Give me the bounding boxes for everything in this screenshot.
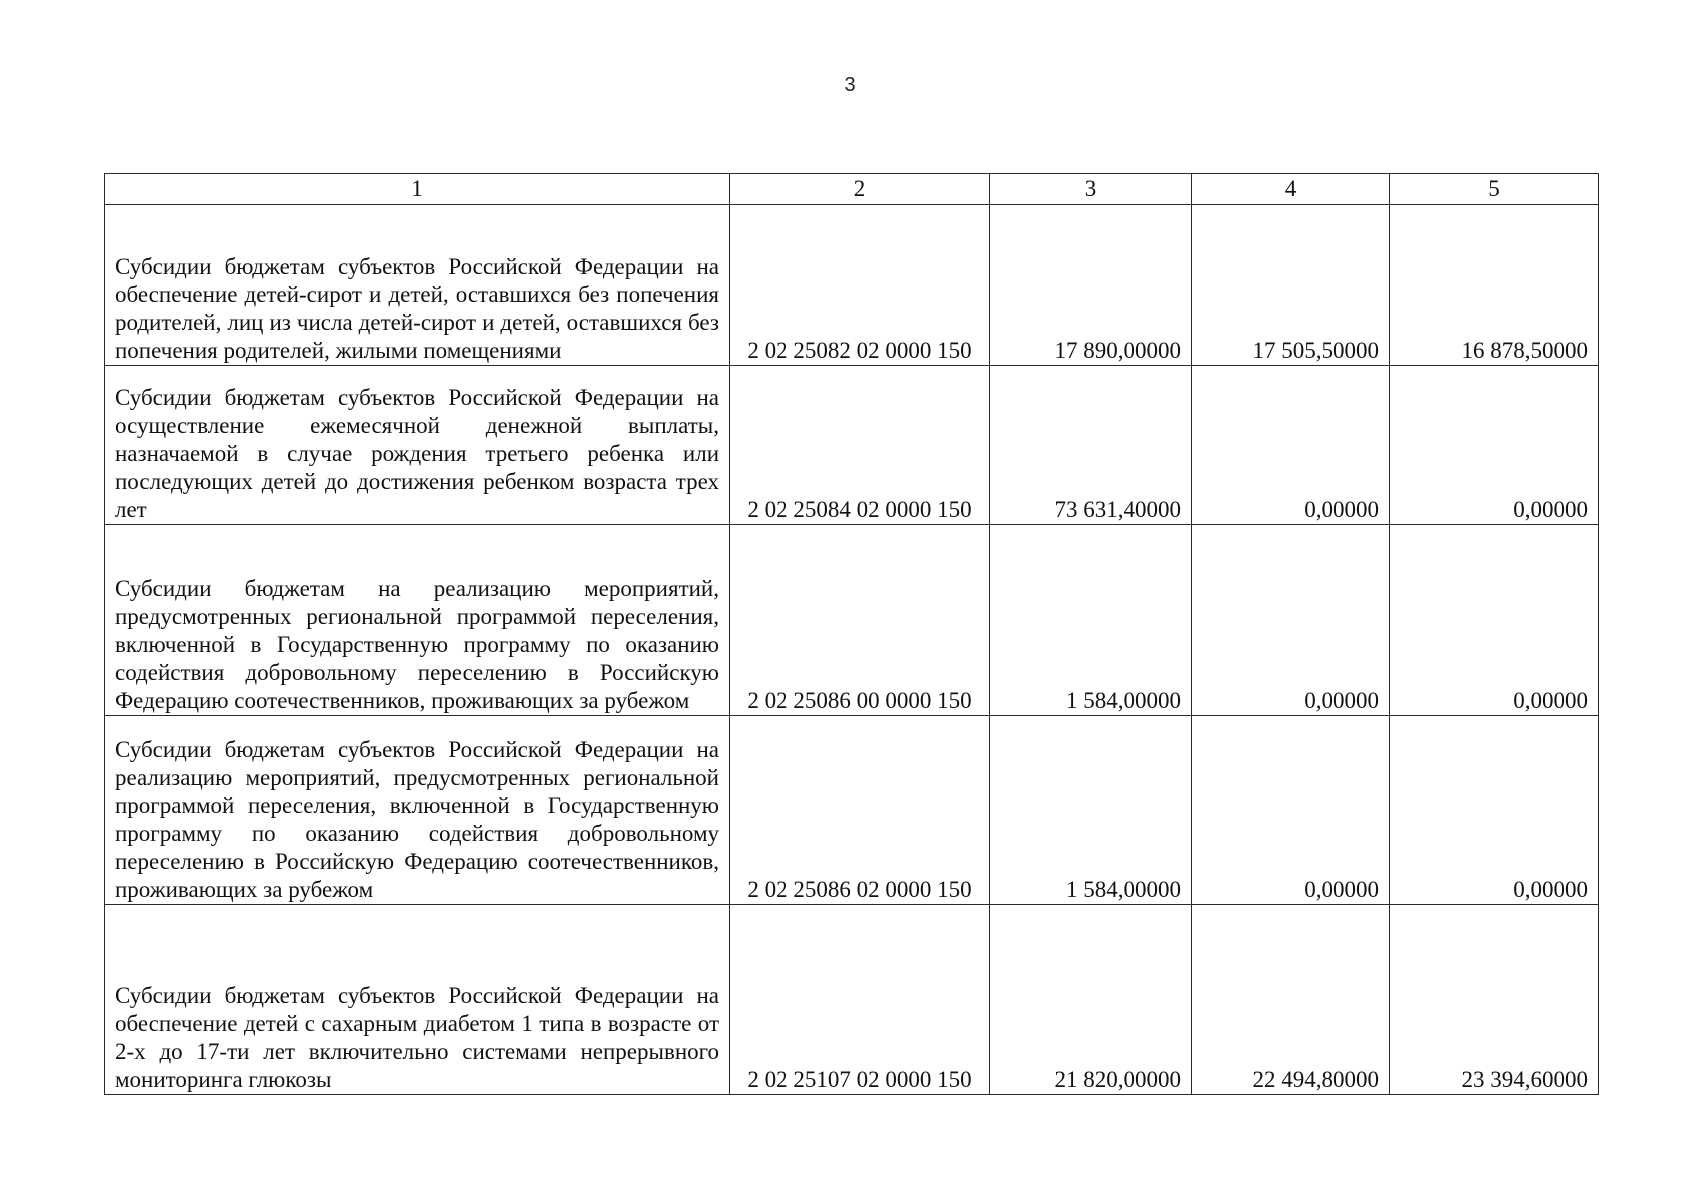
header-col-2: 2: [730, 174, 990, 205]
table-row: [105, 716, 1599, 905]
row-value-col5: 0,00000: [1390, 716, 1599, 905]
row-budget-code: 2 02 25086 00 0000 150: [730, 525, 990, 716]
row-description: Субсидии бюджетам субъектов Российской Федерации на обеспечение детей-сирот и детей, оставшихся без попечения родителей, лиц из числа детей-сирот и детей, оставшихся без попечения родителей, жилыми помещениями: [105, 205, 730, 366]
row-value-col3: 1 584,00000: [990, 525, 1192, 716]
row-budget-code: 2 02 25107 02 0000 150: [730, 905, 990, 1095]
row-value-col4: 0,00000: [1192, 716, 1390, 905]
row-value-col5: 0,00000: [1390, 525, 1599, 716]
table-row: [105, 525, 1599, 716]
row-value-col5: 0,00000: [1390, 366, 1599, 525]
row-description: Субсидии бюджетам субъектов Российской Федерации на обеспечение детей с сахарным диабетом 1 типа в возрасте от 2-х до 17-ти лет включительно системами непрерывного мониторинга глюкозы: [105, 905, 730, 1095]
table-row: [105, 205, 1599, 366]
row-value-col4: 0,00000: [1192, 366, 1390, 525]
row-description: Субсидии бюджетам субъектов Российской Федерации на осуществление ежемесячной денежной выплаты, назначаемой в случае рождения третьего ребенка или последующих детей до достижения ребенком возраста трех лет: [105, 366, 730, 525]
page-number: 3: [844, 74, 856, 96]
header-col-3: 3: [990, 174, 1192, 205]
table-row: [105, 366, 1599, 525]
row-budget-code: 2 02 25082 02 0000 150: [730, 205, 990, 366]
table-body: [105, 205, 1599, 1095]
row-description: Субсидии бюджетам на реализацию мероприятий, предусмотренных региональной программой переселения, включенной в Государственную программу по оказанию содействия добровольному переселению в Российскую Федерацию соотечественников, проживающих за рубежом: [105, 525, 730, 716]
row-value-col5: 23 394,60000: [1390, 905, 1599, 1095]
row-value-col4: 17 505,50000: [1192, 205, 1390, 366]
row-value-col3: 73 631,40000: [990, 366, 1192, 525]
header-col-1: 1: [105, 174, 730, 205]
budget-table: [104, 173, 1599, 1095]
row-value-col4: 0,00000: [1192, 525, 1390, 716]
row-value-col3: 1 584,00000: [990, 716, 1192, 905]
header-col-4: 4: [1192, 174, 1390, 205]
row-value-col5: 16 878,50000: [1390, 205, 1599, 366]
row-value-col4: 22 494,80000: [1192, 905, 1390, 1095]
header-row: [105, 174, 1599, 205]
table-row: [105, 905, 1599, 1095]
row-value-col3: 17 890,00000: [990, 205, 1192, 366]
row-value-col3: 21 820,00000: [990, 905, 1192, 1095]
table-header: [105, 174, 1599, 205]
row-description: Субсидии бюджетам субъектов Российской Федерации на реализацию мероприятий, предусмотренных региональной программой переселения, включенной в Государственную программу по оказанию содействия добровольному переселению в Российскую Федерацию соотечественников, проживающих за рубежом: [105, 716, 730, 905]
header-col-5: 5: [1390, 174, 1599, 205]
row-budget-code: 2 02 25084 02 0000 150: [730, 366, 990, 525]
row-budget-code: 2 02 25086 02 0000 150: [730, 716, 990, 905]
